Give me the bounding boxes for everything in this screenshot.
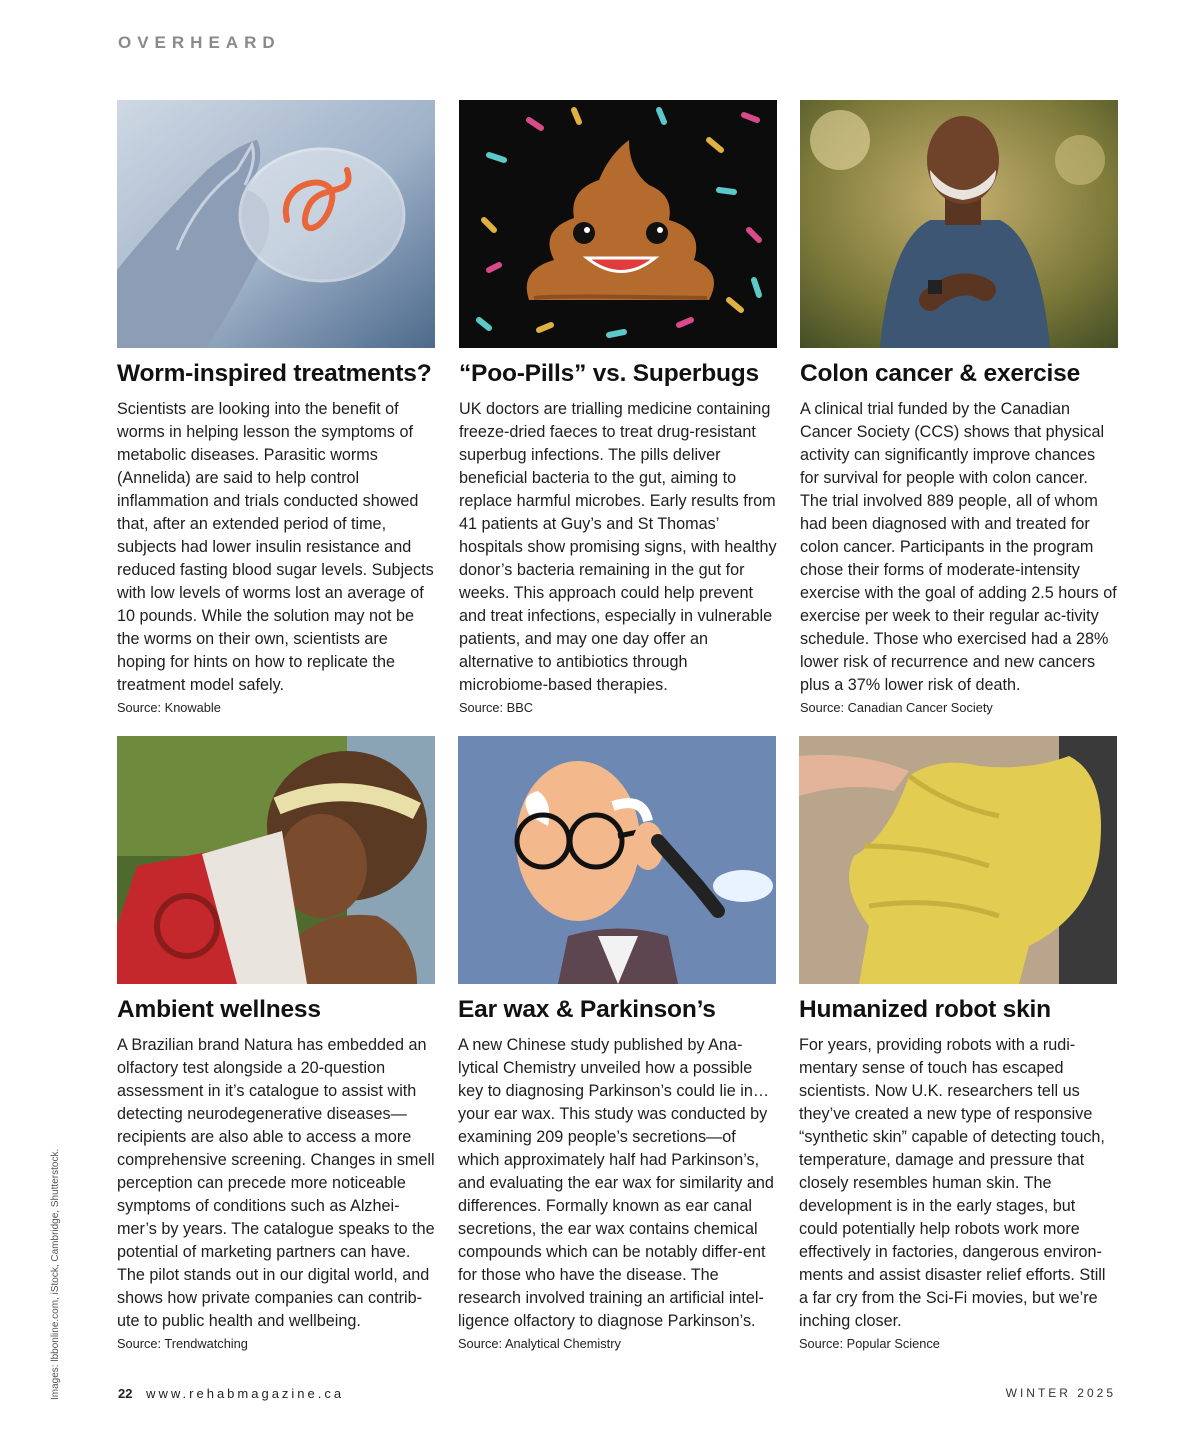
article-body: For years, providing robots with a rudi-mentary sense of touch has escaped scientists. Now U.K. researchers tell us they’ve created a new type of responsive “synthetic skin” capable of detecting touch, temperature, damage and pressure that closely resembles human skin. The development is in the early stages, but could potentially help robots work more effectively in factories, dangerous environ-ments and assist disaster relief efforts. Still a far cry from the Sci-Fi movies, but we’re inching closer. [799,1036,1106,1330]
article-title: Humanized robot skin [799,996,1051,1023]
article-body: UK doctors are trialling medicine containing freeze-dried faeces to treat drug-resistant superbug infections. The pills deliver beneficial bacteria to the gut, aiming to replace harmful microbes. Early results from 41 patients at Guy’s and St Thomas’ hospitals show promising signs, with healthy donor’s bacteria remaining in the gut for weeks. This approach could help prevent and treat infections, especially in vulnerable patients, and may one day offer an alternative to antibiotics through microbiome-based therapies. [459,400,777,694]
poo-emoji-image [459,100,777,348]
article-ear-wax [458,736,776,1351]
article-poo-pills [459,100,777,715]
woman-smelling-catalogue-image [117,736,435,984]
page-number: 22 [118,1386,133,1401]
article-title: Colon cancer & exercise [800,360,1081,387]
article-source: Source: Popular Science [799,1336,940,1351]
article-source: Source: Canadian Cancer Society [800,700,993,715]
article-title: “Poo-Pills” vs. Superbugs [459,360,759,387]
article-colon-cancer [800,100,1118,715]
article-body: Scientists are looking into the benefit of worms in helping lesson the symptoms of metabolic diseases. Parasitic worms (Annelida) are said to help control inflammation and trials conducted showed that, after an extended period of time, subjects had lower insulin resistance and reduced fasting blood sugar levels. Subjects with low levels of worms lost an average of 10 pounds. While the solution may not be the worms on their own, scientists are hoping for hints on how to replicate the treatment model safely. [117,400,434,694]
article-source: Source: Analytical Chemistry [458,1336,621,1351]
article-ambient-wellness [117,736,435,1351]
article-robot-skin [799,736,1117,1351]
article-body: A Brazilian brand Natura has embedded an olfactory test alongside a 20-question assessment in it’s catalogue to assist with detecting neurodegenerative diseases—recipients are also able to access a more comprehensive screening. Changes in smell perception can precede more noticeable symptoms of conditions such as Alzhei-mer’s by years. The catalogue speaks to the potential of marketing partners can have. The pilot stands out in our digital world, and shows how private companies can contrib-ute to public health and wellbeing. [117,1036,435,1330]
man-exercising-image [800,100,1118,348]
synthetic-skin-hand-image [799,736,1117,984]
article-source: Source: BBC [459,700,533,715]
issue-label: WINTER 2025 [1005,1386,1116,1400]
article-title: Worm-inspired treatments? [117,360,432,387]
article-worms [117,100,435,715]
article-title: Ambient wellness [117,996,321,1023]
doctor-otoscope-cartoon-image [458,736,776,984]
footer-left [118,1386,344,1401]
website-url[interactable]: www.rehabmagazine.ca [146,1386,345,1401]
article-source: Source: Trendwatching [117,1336,248,1351]
article-body: A new Chinese study published by Ana-lytical Chemistry unveiled how a possible key to diagnosing Parkinson’s could lie in… your ear wax. This study was conducted by examining 209 people’s secretions—of which approximately half had Parkinson’s, and evaluating the ear wax for similarity and differences. Formally known as ear canal secretions, the ear wax contains chemical compounds which can be notably differ-ent for those who have the disease. The research involved training an artificial intel-ligence olfactory to diagnose Parkinson’s. [458,1036,774,1330]
section-label: OVERHEARD [118,33,281,52]
image-credits: Images: lbbonline.com, iStock, Cambridge, Shutterstock. [50,1148,61,1400]
article-title: Ear wax & Parkinson’s [458,996,716,1023]
worm-petri-dish-image [117,100,435,348]
article-body: A clinical trial funded by the Canadian Cancer Society (CCS) shows that physical activity can significantly improve chances for survival for people with colon cancer. The trial involved 889 people, all of whom had been diagnosed with and treated for colon cancer. Participants in the program chose their forms of moderate-intensity exercise with the goal of adding 2.5 hours of exercise per week to their regular ac-tivity schedule. Those who exercised had a 28% lower risk of recurrence and new cancers plus a 37% lower risk of death. [800,400,1117,694]
article-source: Source: Knowable [117,700,221,715]
